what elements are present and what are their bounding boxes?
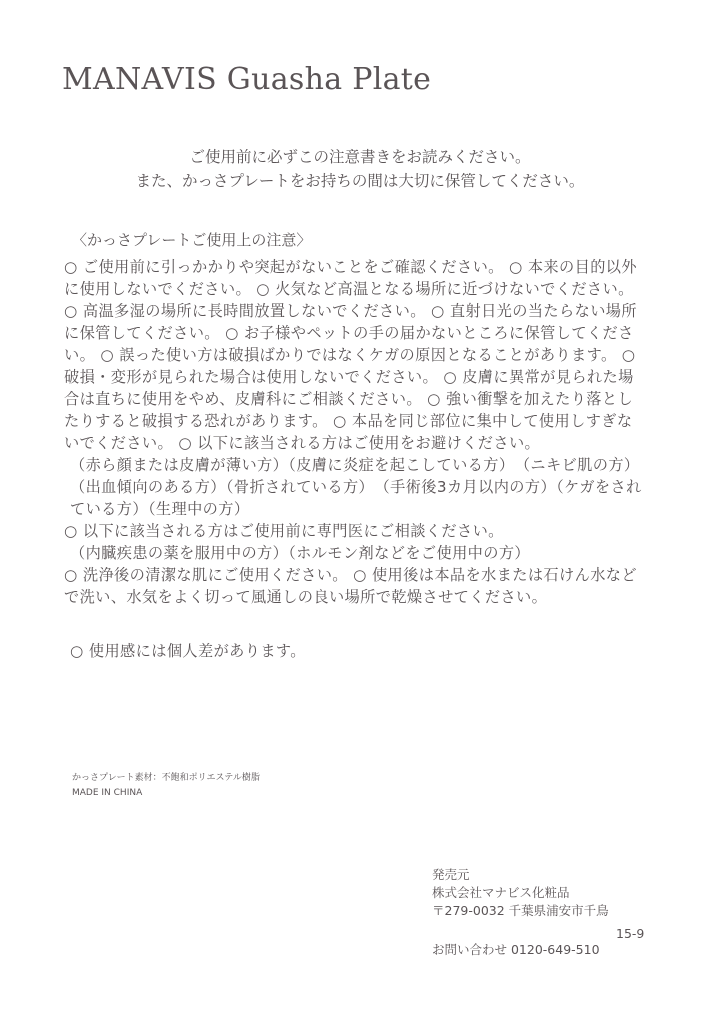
origin-text: MADE IN CHINA [72,788,143,798]
usage-note: ○ 使用感には個人差があります。 [70,642,306,660]
vendor-label: 発売元 [432,867,470,882]
vendor-block [432,866,609,920]
address-number: 15-9 [616,926,645,941]
precautions-body [64,256,644,608]
precaution-paragraph: （赤ら顔または皮膚が薄い方）（皮膚に炎症を起こしている方） （ニキビ肌の方）（出血傾向のある方）（骨折されている方） （手術後3カ月以内の方）（ケガをされている方）（生理中の方） [70,456,642,518]
intro-line-1: ご使用前に必ずこの注意書きをお読みください。 [189,148,531,166]
vendor-address: 〒279-0032 千葉県浦安市千鳥 [432,903,609,918]
material-text: かっさプレート素材：不飽和ポリエステル樹脂 [72,773,260,783]
intro-line-2: また、かっさプレートをお持ちの間は大切に保管してください。 [135,172,585,190]
vendor-contact: お問い合わせ 0120-649-510 [432,942,600,957]
vendor-company: 株式会社マナビス化粧品 [432,885,570,900]
intro-text [0,145,720,193]
precaution-paragraph: （内臓疾患の薬を服用中の方）（ホルモン剤などをご使用中の方） [70,544,531,562]
precaution-paragraph: ○ ご使用前に引っかかりや突起がないことをご確認ください。 ○ 本来の目的以外に使用しないでください。 ○ 火気など高温となる場所に近づけないでください。 ○ 高温多湿の場所に長時間放置しないでください。 ○ 直射日光の当たらない場所に保管してください。 ○ お子様やペットの手の届かないところに保管してください。 ○ 誤った使い方は破損ばかりではなくケガの原因となることがあります。 ○ 破損・変形が見られた場合は使用しないでください。 ○ 皮膚に異常が見られた場合は直ちに使用をやめ、皮膚科にご相談ください。 ○ 強い衝撃を加えたり落としたりすると破損する恐れがあります。 ○ 本品を同じ部位に集中して使用しすぎないでください。 ○ 以下に該当される方はご使用をお避けください。 [64,258,637,452]
precaution-paragraph: ○ 洗浄後の清潔な肌にご使用ください。 ○ 使用後は本品を水または石けん水などで洗い、水気をよく切って風通しの良い場所で乾燥させてください。 [64,566,637,606]
section-title: 〈かっさプレートご使用上の注意〉 [72,231,312,249]
page-title: MANAVIS Guasha Plate [62,62,432,97]
precaution-paragraph: ○ 以下に該当される方はご使用前に専門医にご相談ください。 [64,522,504,540]
